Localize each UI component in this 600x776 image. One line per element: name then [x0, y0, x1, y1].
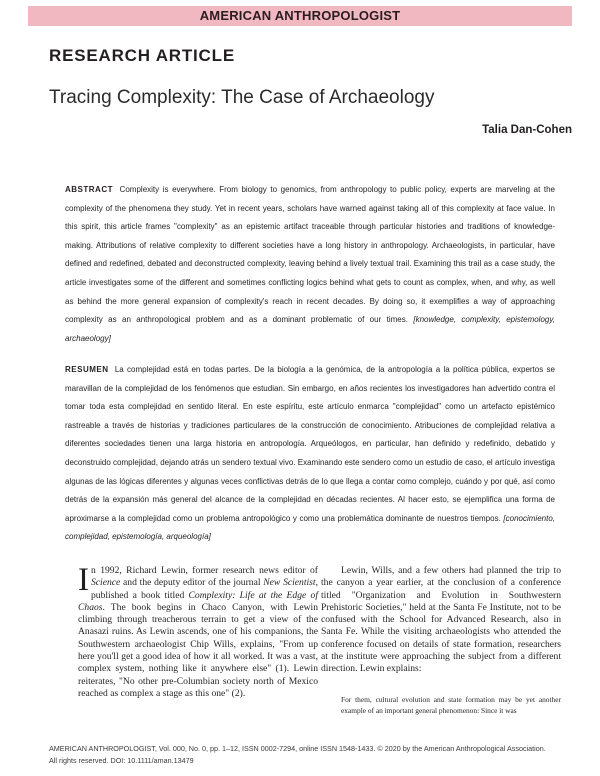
article-title: Tracing Complexity: The Case of Archaeology — [49, 87, 435, 108]
journal-name: AMERICAN ANTHROPOLOGIST — [199, 8, 401, 23]
journal-ref: Science — [91, 577, 121, 589]
body-text: and the deputy editor of the journal — [120, 577, 264, 589]
journal-banner — [28, 6, 572, 26]
body-column-right — [321, 565, 561, 676]
body-column-left — [78, 562, 318, 700]
body-paragraph: Lewin, Wills, and a few others had planned the trip to the canyon a year earlier, at the conclusion of a conference titled "Organization and Evolution in Southwestern Prehistoric Societies," held at the Santa Fe Institute, not to be confused with the School for Advanced Research, also in Santa Fe. While the visiting archaeologists who attended the conference focused on details of state formation, researchers at the institute were approaching the subject from a different direction. Lewin explains: — [321, 565, 561, 675]
footer-rights: All rights reserved. DOI: 10.1111/aman.13479 — [49, 755, 194, 765]
footer-citation — [49, 743, 546, 755]
body-text: n 1992, Richard Lewin, former research news editor of — [91, 565, 318, 576]
abstract-keywords: [knowledge, complexity, epistemology, archaeology] — [65, 315, 555, 343]
body-paragraph — [78, 562, 318, 700]
resumen-keywords: [conocimiento, complejidad, epistemología, arqueología] — [65, 513, 555, 542]
book-title: Complexity: Life at the Edge of Chaos — [78, 589, 318, 613]
abstract-text: Complexity is everywhere. From biology to genomics, from anthropology to public policy, experts are marveling at the complexity of the phenomena they study. Yet in recent years, scholars have warned against taking all of this complexity at face value. In this spirit, this article frames "complexity" as an epistemic artifact traceable through particular histories and traditions of knowledge-making. Attributions of relative complexity to different societies have a long history in anthropology. Archaeologists, in particular, have defined and redefined, debated and deconstructed complexity, leaving behind a lively textual trail. Examining this trail as a case study, the article investigates some of the different and sometimes conflicting logics behind what gets to count as complex, when, and why, as well as behind the more general expansion of complexity's reach in recent decades. By doing so, it exemplifies a way of approaching complexity as an anthropological problem and as a dominant problematic of our times. — [65, 185, 555, 325]
page-footer — [49, 743, 546, 766]
block-quote: For them, cultural evolution and state formation may be yet another example of an important general phenomenon: Since it was — [341, 695, 561, 715]
article-type-heading: RESEARCH ARTICLE — [49, 46, 235, 65]
footer-journal: AMERICAN ANTHROPOLOGIST — [49, 744, 155, 753]
abstract-english — [65, 181, 555, 348]
journal-ref: New Scientist — [263, 577, 316, 589]
resumen-label: RESUMEN — [65, 365, 109, 374]
footer-details: , Vol. 000, No. 0, pp. 1–12, ISSN 0002-7294, online ISSN 1548-1433. © 2020 by the American Anthropological Association. — [154, 744, 546, 753]
drop-cap: I — [78, 562, 89, 598]
resumen-text: La complejidad está en todas partes. De la biología a la genómica, de la antropología a la política pública, expertos se maravillan de la complejidad de los fenómenos que estudian. Sin embargo, en años recientes los investigadores han advertido contra el tomar toda esta complejidad en sentido literal. En este espíritu, este artículo enmarca "complejidad" como un artefacto epistémico rastreable a través de historias y tradiciones particulares de la construcción de conocimiento. Atribuciones de complejidad relativa a diferentes sociedades tienen una larga historia en antropología. Arqueólogos, en particular, han definido y redefinido, debatido y deconstruido complejidad, dejando atrás un sendero textual vivo. Examinando este sendero como un estudio de caso, el artículo investiga algunas de las lógicas diferentes y algunas veces conflictivas detrás de lo que llega a contar como complejo, cuándo y por qué, así como detrás de la expansión más general del alcance de la complejidad en décadas recientes. Al hacer esto, se ejemplifica una forma de aproximarse a la complejidad como un problema antropológico y como una problemática dominante de nuestros tiempos. — [65, 365, 555, 523]
body-text: . The book begins in Chaco Canyon, with Lewin climbing through treacherous terrain to get a view of the Anasazi ruins. As Lewin ascends, one of his companions, the Southwestern archaeologist Chip Wills, explains, "From up here you'll get a good idea of how it all worked. It was a vast, complex system, nothing like it anywhere else" (1). Lewin reiterates, "No other pre-Columbian society north of Mexico reached as complex a stage as this one" (2). — [78, 601, 318, 699]
body-text: , published a book titled — [91, 577, 318, 601]
abstract-label: ABSTRACT — [65, 185, 113, 194]
abstract-spanish — [65, 361, 555, 547]
author-name: Talia Dan-Cohen — [482, 124, 572, 136]
